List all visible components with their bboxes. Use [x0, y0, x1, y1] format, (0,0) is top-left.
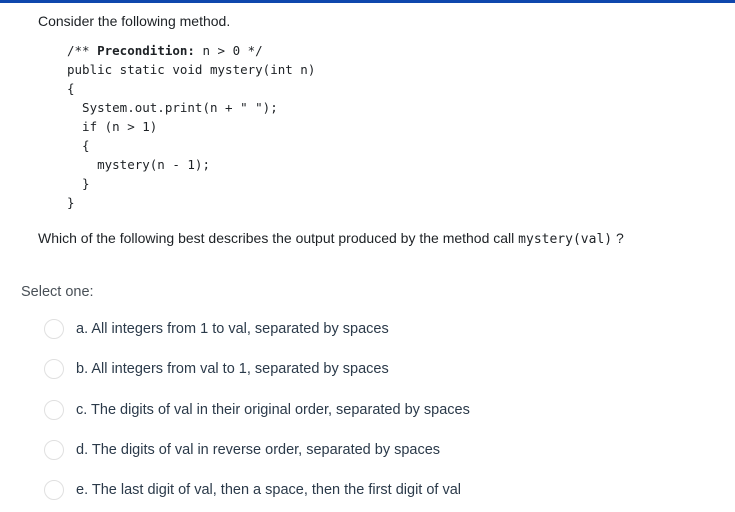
answer-panel [0, 265, 735, 512]
code-line: public static void mystery(int n) [67, 62, 316, 77]
answer-option-b[interactable] [44, 357, 604, 381]
code-comment-end: n > 0 */ [194, 43, 263, 58]
code-line: if (n > 1) [67, 119, 158, 134]
code-line: { [67, 138, 90, 153]
code-line: } [67, 176, 90, 191]
question-intro: Consider the following method. [38, 13, 231, 29]
code-line: mystery(n - 1); [67, 157, 210, 172]
answer-option-label: d. The digits of val in reverse order, separated by spaces [76, 442, 441, 458]
question-stem [38, 229, 624, 249]
radio-button-c[interactable] [44, 400, 64, 420]
answer-option-label: e. The last digit of val, then a space, then the first digit of val [76, 482, 462, 498]
radio-button-e[interactable] [44, 480, 64, 500]
answer-option-e[interactable] [44, 478, 604, 502]
code-line: System.out.print(n + " "); [67, 100, 278, 115]
question-stem-code: mystery(val) [518, 232, 613, 247]
code-line-precondition [67, 43, 263, 59]
code-precondition-label: Precondition: [97, 43, 195, 58]
code-line: } [67, 195, 75, 210]
question-stem-text: Which of the following best describes the output produced by the method call [38, 230, 519, 246]
radio-button-b[interactable] [44, 359, 64, 379]
select-one-label: Select one: [21, 284, 94, 300]
answer-option-label: a. All integers from 1 to val, separated by spaces [76, 321, 389, 337]
answer-option-a[interactable] [44, 317, 604, 341]
radio-button-a[interactable] [44, 319, 64, 339]
answer-option-label: c. The digits of val in their original order, separated by spaces [76, 402, 470, 418]
radio-button-d[interactable] [44, 440, 64, 460]
question-panel [0, 3, 735, 265]
answer-option-c[interactable] [44, 398, 604, 422]
question-stem-end: ? [612, 230, 624, 246]
code-comment-start: /** [67, 43, 98, 58]
answer-option-d[interactable] [44, 438, 604, 462]
code-line: { [67, 81, 75, 96]
answer-option-label: b. All integers from val to 1, separated by spaces [76, 361, 389, 377]
